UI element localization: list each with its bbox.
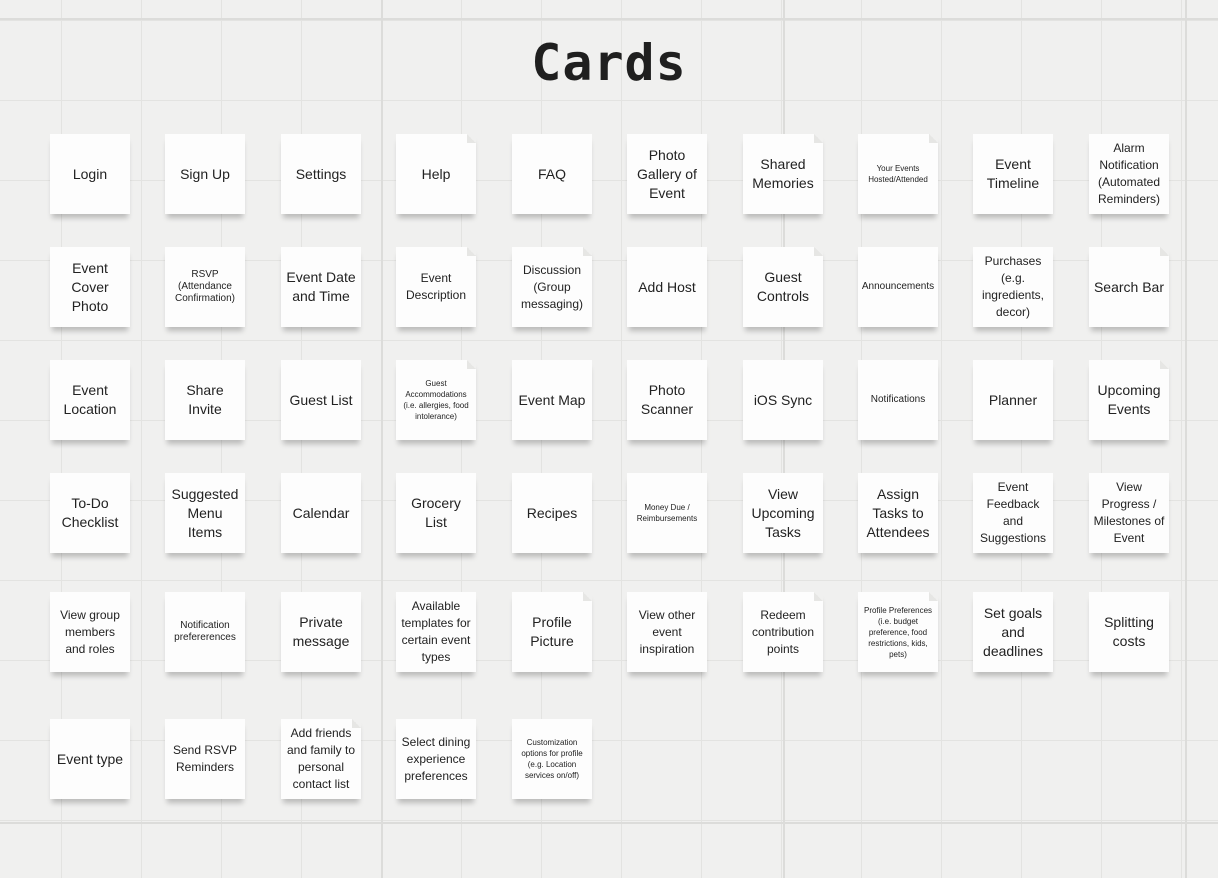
sticky-note-label: Discussion (Group messaging) bbox=[520, 262, 584, 311]
sticky-note-label: Customization options for profile (e.g. Location services on/off) bbox=[521, 738, 583, 780]
sticky-note[interactable] bbox=[1089, 592, 1169, 672]
sticky-note[interactable] bbox=[858, 247, 938, 327]
sticky-note[interactable] bbox=[50, 473, 130, 553]
sticky-note[interactable] bbox=[165, 592, 245, 672]
sticky-note-label: Assign Tasks to Attendees bbox=[866, 485, 930, 540]
sticky-note[interactable] bbox=[165, 134, 245, 214]
sticky-note-label: Share Invite bbox=[186, 382, 224, 417]
sticky-note-label: To-Do Checklist bbox=[61, 495, 119, 530]
grid-major-line bbox=[0, 822, 1218, 824]
sticky-note[interactable] bbox=[396, 719, 476, 799]
sticky-note-label: Settings bbox=[295, 165, 347, 182]
sticky-note[interactable] bbox=[858, 360, 938, 440]
sticky-note[interactable] bbox=[858, 134, 938, 214]
sticky-note-label: Money Due / Reimbursements bbox=[636, 503, 698, 523]
sticky-note[interactable] bbox=[973, 134, 1053, 214]
sticky-note-label: Event Description bbox=[405, 271, 467, 302]
sticky-note[interactable] bbox=[627, 360, 707, 440]
sticky-note[interactable] bbox=[50, 360, 130, 440]
sticky-note-label: Recipes bbox=[526, 504, 578, 521]
sticky-note-label: Profile Picture bbox=[530, 614, 574, 649]
sticky-note-label: View group members and roles bbox=[60, 607, 120, 656]
sticky-note-label: Event Feedback and Suggestions bbox=[979, 480, 1047, 545]
sticky-note-label: Event type bbox=[56, 750, 124, 767]
sticky-note[interactable] bbox=[1089, 134, 1169, 214]
sticky-note[interactable] bbox=[281, 360, 361, 440]
sticky-note-label: Event Timeline bbox=[986, 156, 1040, 191]
sticky-note-label: Notification prefererences bbox=[174, 620, 236, 643]
sticky-note[interactable] bbox=[512, 473, 592, 553]
sticky-note-label: Redeem contribution points bbox=[751, 607, 815, 656]
sticky-note[interactable] bbox=[281, 134, 361, 214]
sticky-note[interactable] bbox=[973, 473, 1053, 553]
sticky-note[interactable] bbox=[627, 592, 707, 672]
sticky-note-label: Guest Controls bbox=[756, 269, 810, 304]
sticky-note-label: Alarm Notification (Automated Reminders) bbox=[1097, 141, 1161, 206]
sticky-note[interactable] bbox=[165, 719, 245, 799]
sticky-note-label: Login bbox=[72, 165, 108, 182]
sticky-note[interactable] bbox=[743, 592, 823, 672]
sticky-note[interactable] bbox=[1089, 247, 1169, 327]
sticky-note[interactable] bbox=[396, 360, 476, 440]
grid-major-line bbox=[1185, 0, 1187, 878]
grid-major-line bbox=[381, 0, 383, 878]
sticky-note[interactable] bbox=[627, 134, 707, 214]
sticky-note-label: View other event inspiration bbox=[638, 607, 696, 656]
sticky-note[interactable] bbox=[512, 360, 592, 440]
sticky-note-label: FAQ bbox=[537, 165, 566, 182]
sticky-note-label: Splitting costs bbox=[1104, 614, 1154, 649]
grid-major-line bbox=[0, 18, 1218, 20]
sticky-note-label: Add Host bbox=[638, 278, 696, 295]
sticky-note-label: Set goals and deadlines bbox=[983, 604, 1043, 659]
sticky-note[interactable] bbox=[858, 473, 938, 553]
sticky-note[interactable] bbox=[165, 360, 245, 440]
sticky-note[interactable] bbox=[973, 360, 1053, 440]
sticky-note[interactable] bbox=[281, 592, 361, 672]
sticky-note[interactable] bbox=[627, 473, 707, 553]
sticky-note[interactable] bbox=[858, 592, 938, 672]
sticky-note-label: Available templates for certain event types bbox=[401, 599, 471, 664]
sticky-note[interactable] bbox=[743, 247, 823, 327]
sticky-note-label: Search Bar bbox=[1093, 278, 1165, 295]
sticky-note[interactable] bbox=[512, 592, 592, 672]
sticky-note-label: Event Location bbox=[63, 382, 117, 417]
sticky-note[interactable] bbox=[396, 134, 476, 214]
sticky-note-label: Your Events Hosted/Attended bbox=[868, 164, 928, 184]
sticky-note-label: Notifications bbox=[870, 394, 926, 405]
sticky-note-label: Sign Up bbox=[180, 165, 230, 182]
sticky-note-label: Suggested Menu Items bbox=[171, 485, 239, 540]
sticky-note-label: Send RSVP Reminders bbox=[172, 743, 238, 774]
sticky-note-label: Photo Scanner bbox=[640, 382, 694, 417]
sticky-note[interactable] bbox=[281, 473, 361, 553]
sticky-note[interactable] bbox=[512, 134, 592, 214]
sticky-note[interactable] bbox=[50, 592, 130, 672]
sticky-note-label: Purchases (e.g. ingredients, decor) bbox=[981, 254, 1045, 319]
sticky-note-label: Add friends and family to personal contact list bbox=[286, 726, 356, 791]
sticky-note[interactable] bbox=[396, 592, 476, 672]
sticky-note-label: Planner bbox=[988, 391, 1038, 408]
sticky-note-label: Grocery List bbox=[411, 495, 461, 530]
sticky-note[interactable] bbox=[50, 719, 130, 799]
sticky-note[interactable] bbox=[1089, 473, 1169, 553]
sticky-note-label: Photo Gallery of Event bbox=[637, 146, 697, 201]
board-title: Cards bbox=[531, 34, 687, 92]
sticky-note[interactable] bbox=[165, 247, 245, 327]
sticky-note-label: iOS Sync bbox=[753, 391, 813, 408]
sticky-note-label: View Progress / Milestones of Event bbox=[1093, 480, 1165, 545]
sticky-note-label: View Upcoming Tasks bbox=[751, 485, 815, 540]
sticky-note-label: Shared Memories bbox=[752, 156, 814, 191]
sticky-note[interactable] bbox=[512, 719, 592, 799]
sticky-note[interactable] bbox=[396, 247, 476, 327]
sticky-note-label: Event Map bbox=[518, 391, 586, 408]
sticky-note-label: Event Cover Photo bbox=[71, 259, 109, 314]
sticky-note[interactable] bbox=[743, 360, 823, 440]
sticky-note-label: Guest List bbox=[289, 391, 353, 408]
sticky-note-label: Upcoming Events bbox=[1097, 382, 1161, 417]
sticky-note-label: RSVP (Attendance Confirmation) bbox=[174, 269, 236, 304]
sticky-note[interactable] bbox=[281, 247, 361, 327]
sticky-note[interactable] bbox=[281, 719, 361, 799]
sticky-note-label: Profile Preferences (i.e. budget preference, food restrictions, kids, pets) bbox=[863, 605, 933, 659]
sticky-note-label: Calendar bbox=[292, 504, 350, 521]
sticky-note[interactable] bbox=[512, 247, 592, 327]
sticky-note[interactable] bbox=[627, 247, 707, 327]
sticky-note[interactable] bbox=[1089, 360, 1169, 440]
sticky-note-label: Help bbox=[421, 165, 451, 182]
sticky-note[interactable] bbox=[973, 247, 1053, 327]
sticky-note[interactable] bbox=[165, 473, 245, 553]
sticky-note[interactable] bbox=[50, 247, 130, 327]
sticky-note[interactable] bbox=[743, 134, 823, 214]
sticky-note-label: Event Date and Time bbox=[286, 269, 356, 304]
sticky-note-label: Guest Accommodations (i.e. allergies, food intolerance) bbox=[403, 379, 469, 421]
sticky-note-label: Announcements bbox=[861, 281, 935, 292]
sticky-note-label: Select dining experience preferences bbox=[401, 734, 471, 783]
sticky-note[interactable] bbox=[50, 134, 130, 214]
sticky-note[interactable] bbox=[396, 473, 476, 553]
sticky-note[interactable] bbox=[973, 592, 1053, 672]
sticky-note[interactable] bbox=[743, 473, 823, 553]
sticky-note-label: Private message bbox=[292, 614, 350, 649]
